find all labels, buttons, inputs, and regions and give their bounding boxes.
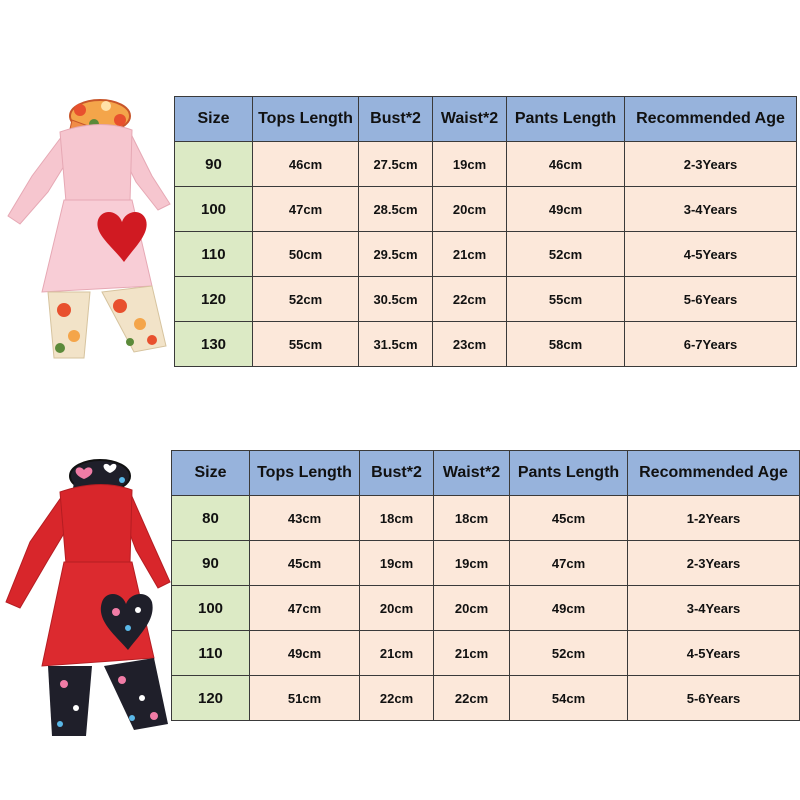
table-row (175, 322, 797, 367)
recommended-age-cell: 4-5Years (628, 631, 800, 676)
size-cell: 120 (175, 277, 253, 322)
waist-cell: 18cm (434, 496, 510, 541)
bust-cell: 29.5cm (359, 232, 433, 277)
tops-length-cell: 55cm (253, 322, 359, 367)
pants-length-cell: 55cm (507, 277, 625, 322)
pants-length-cell: 58cm (507, 322, 625, 367)
header-waist: Waist*2 (434, 451, 510, 496)
header-tops-length: Tops Length (250, 451, 360, 496)
header-bust: Bust*2 (360, 451, 434, 496)
header-pants-length: Pants Length (507, 97, 625, 142)
tops-length-cell: 45cm (250, 541, 360, 586)
size-cell: 110 (175, 232, 253, 277)
recommended-age-cell: 2-3Years (628, 541, 800, 586)
size-table-2 (171, 450, 800, 721)
table-row (172, 541, 800, 586)
waist-cell: 22cm (434, 676, 510, 721)
recommended-age-cell: 5-6Years (625, 277, 797, 322)
tops-length-cell: 52cm (253, 277, 359, 322)
bust-cell: 30.5cm (359, 277, 433, 322)
bust-cell: 21cm (360, 631, 434, 676)
table-row (172, 496, 800, 541)
pants-length-cell: 47cm (510, 541, 628, 586)
pants-length-cell: 45cm (510, 496, 628, 541)
waist-cell: 21cm (434, 631, 510, 676)
bust-cell: 31.5cm (359, 322, 433, 367)
tops-length-cell: 46cm (253, 142, 359, 187)
waist-cell: 22cm (433, 277, 507, 322)
bust-cell: 28.5cm (359, 187, 433, 232)
bust-cell: 19cm (360, 541, 434, 586)
size-chart-panel-1 (0, 0, 800, 390)
tops-length-cell: 49cm (250, 631, 360, 676)
header-recommended-age: Recommended Age (628, 451, 800, 496)
pants-length-cell: 54cm (510, 676, 628, 721)
header-bust: Bust*2 (359, 97, 433, 142)
size-cell: 90 (172, 541, 250, 586)
size-cell: 120 (172, 676, 250, 721)
recommended-age-cell: 1-2Years (628, 496, 800, 541)
recommended-age-cell: 4-5Years (625, 232, 797, 277)
table-row (175, 142, 797, 187)
tops-length-cell: 50cm (253, 232, 359, 277)
size-cell: 100 (175, 187, 253, 232)
table-row (175, 187, 797, 232)
pants-length-cell: 46cm (507, 142, 625, 187)
header-pants-length: Pants Length (510, 451, 628, 496)
table-header-row (172, 451, 800, 496)
table-row (175, 232, 797, 277)
table-row (175, 277, 797, 322)
bust-cell: 27.5cm (359, 142, 433, 187)
waist-cell: 19cm (434, 541, 510, 586)
header-recommended-age: Recommended Age (625, 97, 797, 142)
pants-length-cell: 49cm (507, 187, 625, 232)
tops-length-cell: 47cm (250, 586, 360, 631)
pants-length-cell: 52cm (510, 631, 628, 676)
bust-cell: 18cm (360, 496, 434, 541)
waist-cell: 21cm (433, 232, 507, 277)
size-chart-panel-2 (0, 420, 800, 800)
table-row (172, 631, 800, 676)
recommended-age-cell: 3-4Years (628, 586, 800, 631)
recommended-age-cell: 3-4Years (625, 187, 797, 232)
tops-length-cell: 51cm (250, 676, 360, 721)
header-waist: Waist*2 (433, 97, 507, 142)
bust-cell: 20cm (360, 586, 434, 631)
recommended-age-cell: 5-6Years (628, 676, 800, 721)
header-tops-length: Tops Length (253, 97, 359, 142)
recommended-age-cell: 6-7Years (625, 322, 797, 367)
waist-cell: 20cm (434, 586, 510, 631)
size-cell: 100 (172, 586, 250, 631)
bust-cell: 22cm (360, 676, 434, 721)
tops-length-cell: 47cm (253, 187, 359, 232)
waist-cell: 19cm (433, 142, 507, 187)
red-dress-heart-outfit-icon (2, 452, 172, 742)
size-cell: 130 (175, 322, 253, 367)
pants-length-cell: 52cm (507, 232, 625, 277)
table-header-row (175, 97, 797, 142)
header-size: Size (172, 451, 250, 496)
size-cell: 110 (172, 631, 250, 676)
size-table-1 (174, 96, 797, 367)
table-row (172, 586, 800, 631)
tops-length-cell: 43cm (250, 496, 360, 541)
table-row (172, 676, 800, 721)
pink-dress-floral-outfit-icon (2, 96, 172, 366)
pants-length-cell: 49cm (510, 586, 628, 631)
waist-cell: 23cm (433, 322, 507, 367)
waist-cell: 20cm (433, 187, 507, 232)
header-size: Size (175, 97, 253, 142)
size-cell: 80 (172, 496, 250, 541)
recommended-age-cell: 2-3Years (625, 142, 797, 187)
size-cell: 90 (175, 142, 253, 187)
